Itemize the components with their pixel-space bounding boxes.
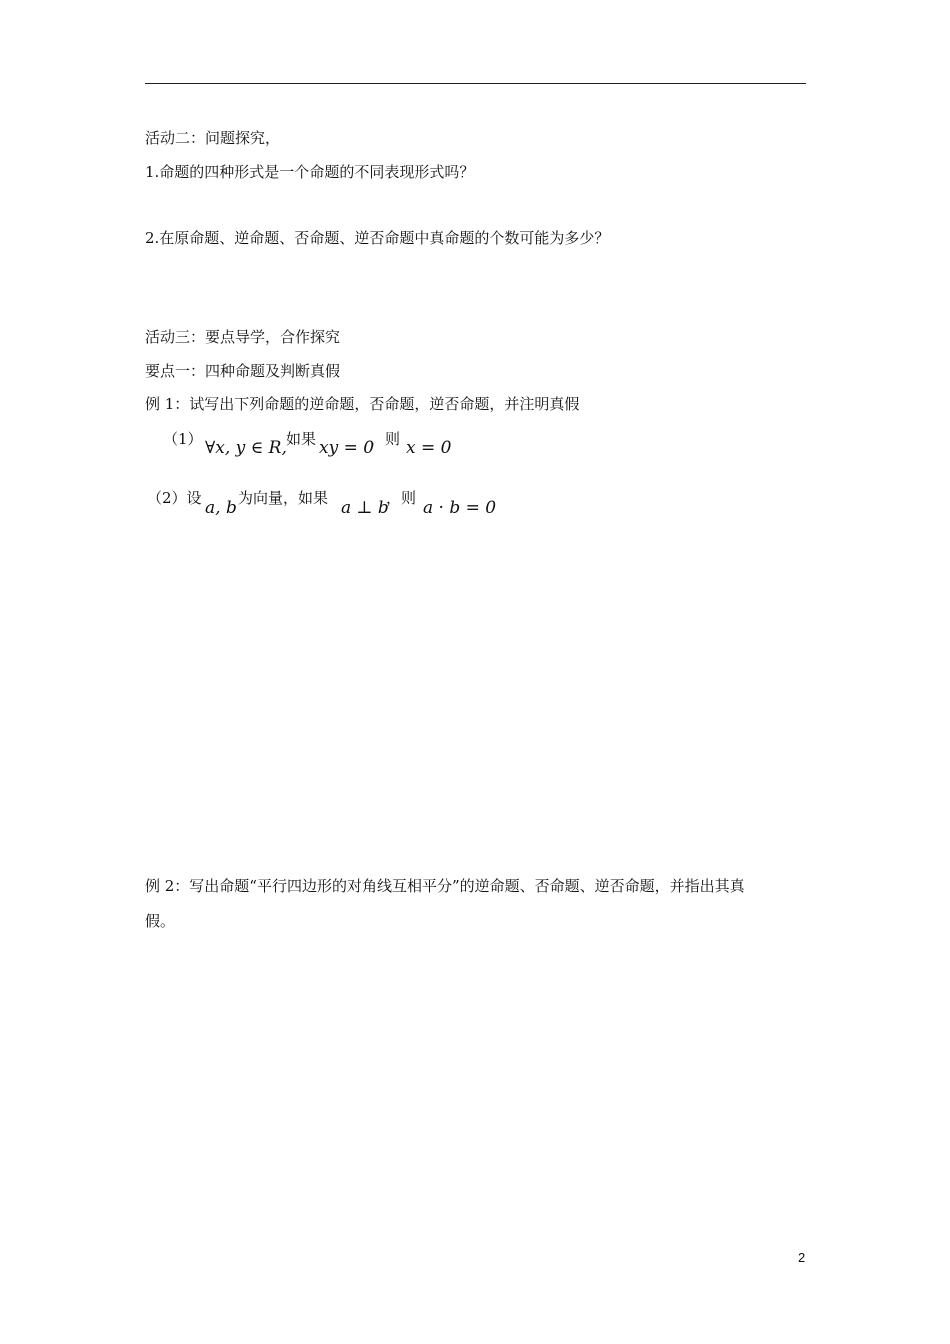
question-2: 2.在原命题、逆命题、否命题、逆否命题中真命题的个数可能为多少？	[145, 229, 610, 247]
point1-title: 要点一：四种命题及判断真假	[145, 362, 341, 380]
page-number: 2	[798, 1250, 806, 1265]
item2-label: （2）设	[147, 489, 202, 507]
header-rule	[145, 83, 806, 84]
activity2-title: 活动二：问题探究，	[145, 129, 281, 147]
item2-vectors: a, b	[205, 498, 237, 518]
item2-then: ，则	[386, 489, 417, 507]
item2-condition: a ⊥ b	[341, 498, 389, 518]
item2-text: 为向量，如果	[238, 489, 329, 507]
item2-conclusion: a · b = 0	[423, 498, 497, 518]
item1-condition: xy = 0	[319, 438, 375, 458]
question-1: 1.命题的四种形式是一个命题的不同表现形式吗？	[145, 163, 475, 181]
example1-prompt: 例 1：试写出下列命题的逆命题，否命题，逆否命题，并注明真假	[145, 395, 580, 413]
item1-conclusion: x = 0	[406, 438, 452, 458]
item1-quantifier: ∀x, y ∈ R,	[205, 438, 287, 458]
example2-line2: 假。	[145, 912, 176, 930]
item1-then: ，则	[370, 430, 401, 448]
item1-if: 如果	[286, 430, 317, 448]
activity3-title: 活动三：要点导学，合作探究	[145, 328, 341, 346]
example2-line1: 例 2：写出命题“平行四边形的对角线互相平分”的逆命题、否命题、逆否命题，并指出其真	[145, 877, 745, 895]
item1-label: （1）	[163, 430, 203, 448]
